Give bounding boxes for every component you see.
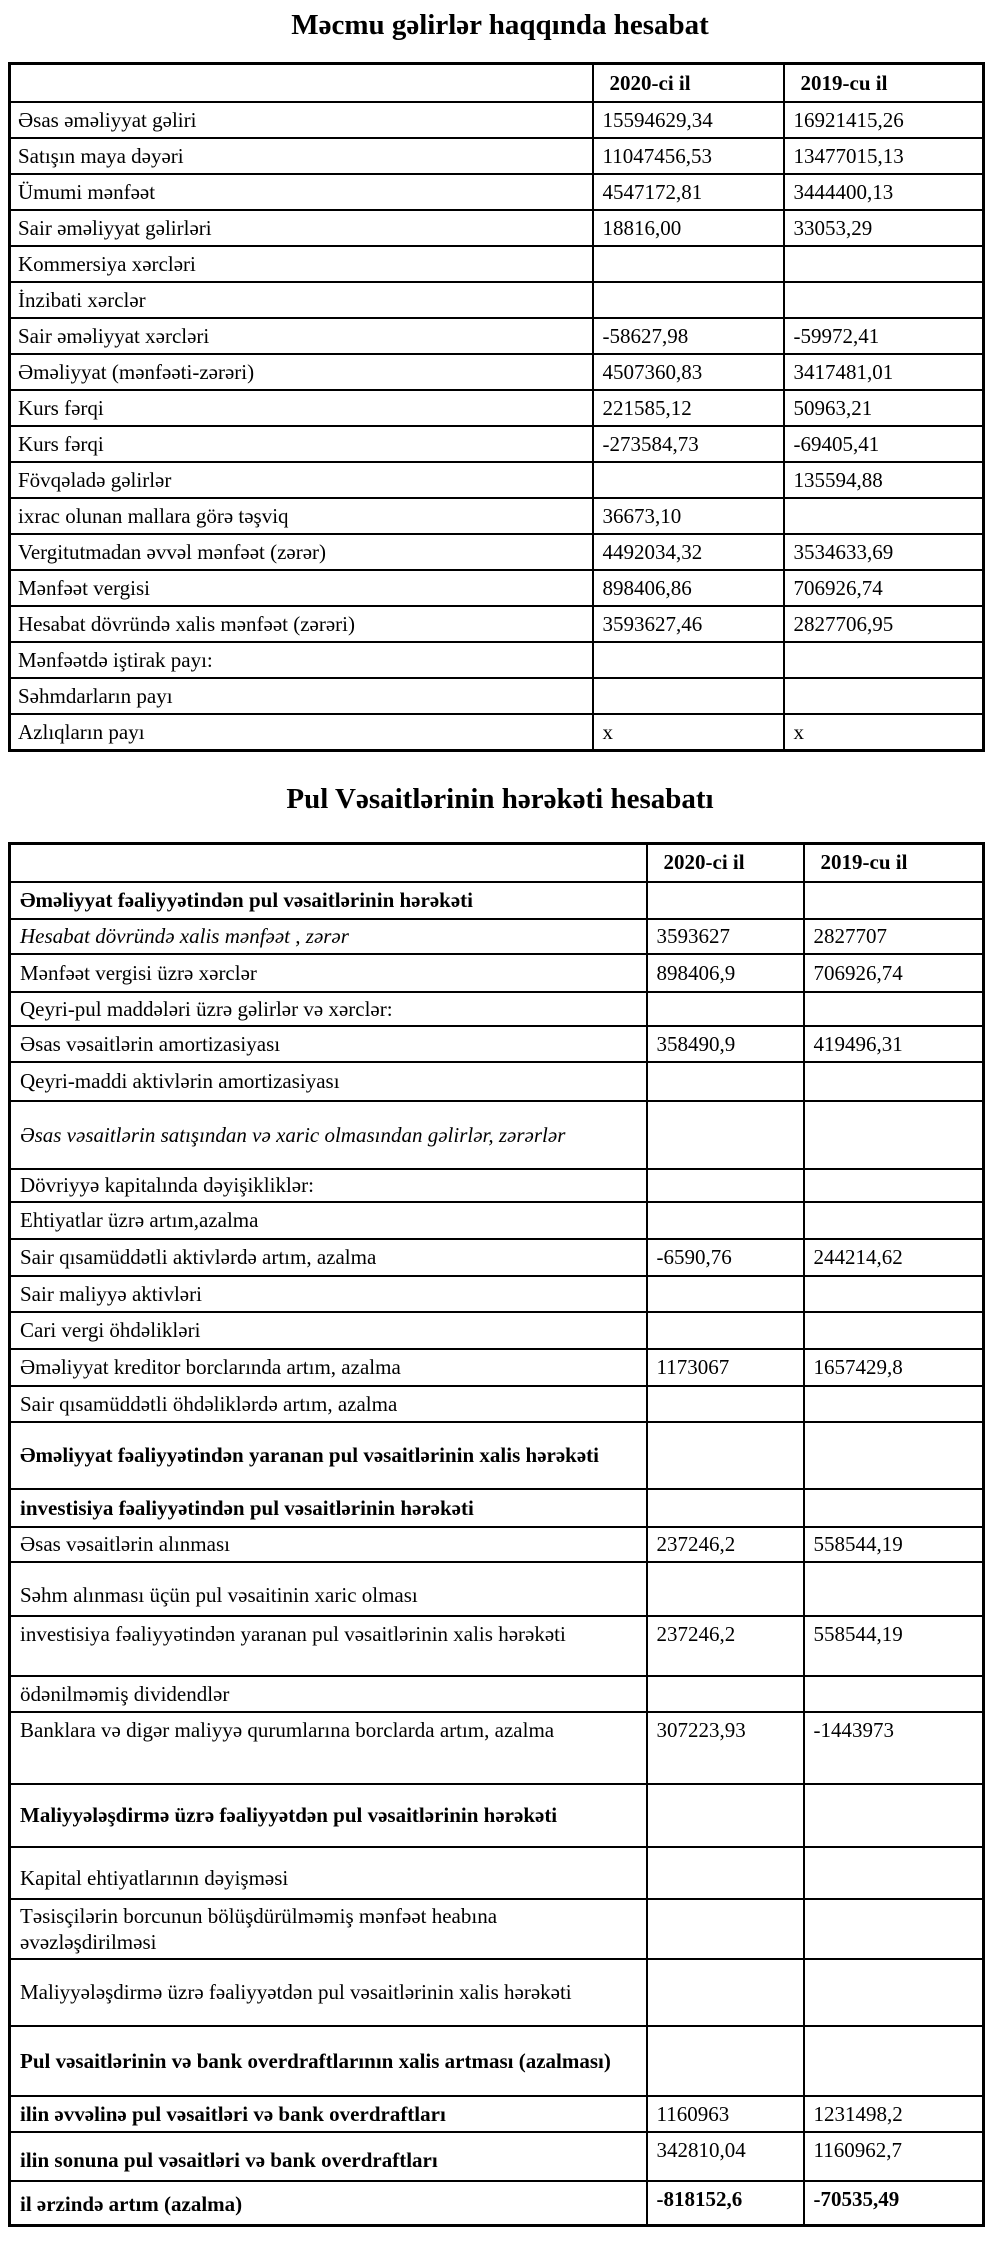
row-label: ixrac olunan mallara görə təşviq [10,498,593,534]
row-label: Sair əməliyyat xərcləri [10,318,593,354]
value-2019 [804,1489,984,1527]
income-statement-table [8,62,985,752]
row-label: Sair əməliyyat gəlirləri [10,210,593,246]
table-row [10,2026,984,2096]
row-label: Əsas vəsaitlərin alınması [10,1527,647,1562]
table-row [10,1169,984,1202]
row-label: Əməliyyat (mənfəəti-zərəri) [10,354,593,390]
value-2019 [804,1386,984,1422]
table-row [10,1026,984,1062]
value-2020 [647,1386,804,1422]
table-row [10,1202,984,1239]
value-2020 [593,642,784,678]
value-2020: 221585,12 [593,390,784,426]
row-label: Fövqəladə gəlirlər [10,462,593,498]
row-label: Mənfəət vergisi [10,570,593,606]
row-label: Qeyri-maddi aktivlərin amortizasiyası [10,1062,647,1101]
table-row [10,174,984,210]
row-label: Sair qısamüddətli öhdəliklərdə artım, azalma [10,1386,647,1422]
value-2019: 1160962,7 [804,2132,984,2181]
value-2019 [804,1422,984,1489]
row-label: Mənfəət vergisi üzrə xərclər [10,954,647,992]
value-2020 [593,462,784,498]
value-2019 [804,1312,984,1349]
table-row [10,282,984,318]
header-empty-cell [10,843,647,882]
value-2019: -1443973 [804,1712,984,1784]
value-2019: -70535,49 [804,2181,984,2226]
row-label: ilin əvvəlinə pul vəsaitləri və bank overdraftları [10,2096,647,2132]
value-2019 [804,1562,984,1616]
value-2020 [647,1847,804,1899]
value-2020: 15594629,34 [593,102,784,138]
value-2020 [647,1062,804,1101]
table-row [10,714,984,750]
value-2020 [647,882,804,919]
value-2019: 3444400,13 [784,174,984,210]
value-2020 [647,1959,804,2026]
table-row [10,919,984,954]
value-2020 [647,1169,804,1202]
value-2020: 342810,04 [647,2132,804,2181]
value-2019 [784,678,984,714]
value-2020 [647,1101,804,1169]
row-label: Azlıqların payı [10,714,593,750]
table-row [10,2181,984,2226]
income-header-row [10,64,984,103]
value-2019: -59972,41 [784,318,984,354]
table-row [10,1616,984,1676]
value-2019: 1657429,8 [804,1349,984,1386]
table-row [10,1101,984,1169]
value-2020: 3593627 [647,919,804,954]
table-row [10,390,984,426]
value-2020 [647,1784,804,1847]
value-2020 [647,992,804,1026]
row-label: il ərzində artım (azalma) [10,2181,647,2226]
header-year-2019: 2019-cu il [784,64,984,103]
row-label: İnzibati xərclər [10,282,593,318]
value-2020: -818152,6 [647,2181,804,2226]
value-2019 [804,882,984,919]
value-2019: 33053,29 [784,210,984,246]
value-2020: -273584,73 [593,426,784,462]
value-2019: 13477015,13 [784,138,984,174]
table-row [10,1489,984,1527]
value-2019 [804,1276,984,1312]
row-label: Kurs fərqi [10,390,593,426]
row-label: Səhmdarların payı [10,678,593,714]
value-2020: x [593,714,784,750]
value-2020 [647,1276,804,1312]
table-row [10,1062,984,1101]
value-2019 [784,246,984,282]
row-label: Sair maliyyə aktivləri [10,1276,647,1312]
value-2020: 1160963 [647,2096,804,2132]
header-year-2019: 2019-cu il [804,843,984,882]
cashflow-statement-title: Pul Vəsaitlərinin hərəkəti hesabatı [286,782,714,815]
cashflow-header-row [10,843,984,882]
table-row [10,534,984,570]
value-2019: 3417481,01 [784,354,984,390]
row-label: Maliyyələşdirmə üzrə fəaliyyətdən pul vəsaitlərinin hərəkəti [10,1784,647,1847]
value-2019: 419496,31 [804,1026,984,1062]
value-2020 [647,1312,804,1349]
table-row [10,102,984,138]
row-label: Mənfəətdə iştirak payı: [10,642,593,678]
row-label: Əməliyyat fəaliyyətindən yaranan pul vəsaitlərinin xalis hərəkəti [10,1422,647,1489]
value-2019: 244214,62 [804,1239,984,1276]
row-label: Pul vəsaitlərinin və bank overdraftlarının xalis artması (azalması) [10,2026,647,2096]
table-row [10,1899,984,1959]
row-label: Əsas əməliyyat gəliri [10,102,593,138]
header-year-2020: 2020-ci il [593,64,784,103]
value-2019: 2827706,95 [784,606,984,642]
row-label: ödənilməmiş dividendlər [10,1676,647,1712]
value-2019 [784,282,984,318]
table-row [10,1386,984,1422]
value-2019 [804,1847,984,1899]
table-row [10,1276,984,1312]
value-2020 [647,2026,804,2096]
value-2020: 237246,2 [647,1616,804,1676]
value-2020 [647,1202,804,1239]
table-row [10,992,984,1026]
income-table-body [10,102,984,750]
value-2020 [593,678,784,714]
value-2020 [593,282,784,318]
table-row [10,426,984,462]
value-2019 [804,1169,984,1202]
table-row [10,498,984,534]
table-row [10,954,984,992]
row-label: Ehtiyatlar üzrə artım,azalma [10,1202,647,1239]
value-2019 [804,1784,984,1847]
table-row [10,642,984,678]
value-2019: 3534633,69 [784,534,984,570]
value-2020 [647,1422,804,1489]
value-2020: 11047456,53 [593,138,784,174]
row-label: Maliyyələşdirmə üzrə fəaliyyətdən pul vəsaitlərinin xalis hərəkəti [10,1959,647,2026]
table-row [10,1784,984,1847]
value-2019: 558544,19 [804,1527,984,1562]
value-2020: 307223,93 [647,1712,804,1784]
row-label: Kurs fərqi [10,426,593,462]
row-label: Ümumi mənfəət [10,174,593,210]
table-row [10,1422,984,1489]
value-2019 [804,1676,984,1712]
row-label: Təsisçilərin borcunun bölüşdürülməmiş mənfəət heabına əvəzləşdirilməsi [10,1899,647,1959]
value-2019: 706926,74 [784,570,984,606]
table-row [10,354,984,390]
value-2020 [647,1489,804,1527]
value-2019 [784,498,984,534]
row-label: investisiya fəaliyyətindən pul vəsaitlərinin hərəkəti [10,1489,647,1527]
value-2019 [804,1101,984,1169]
table-row [10,210,984,246]
value-2020: 358490,9 [647,1026,804,1062]
row-label: Kapital ehtiyatlarının dəyişməsi [10,1847,647,1899]
row-label: Əsas vəsaitlərin amortizasiyası [10,1026,647,1062]
value-2020: 1173067 [647,1349,804,1386]
row-label: investisiya fəaliyyətindən yaranan pul vəsaitlərinin xalis hərəkəti [10,1616,647,1676]
table-row [10,1527,984,1562]
row-label: Dövriyyə kapitalında dəyişikliklər: [10,1169,647,1202]
table-row [10,1847,984,1899]
table-row [10,570,984,606]
value-2020: 4507360,83 [593,354,784,390]
value-2019: x [784,714,984,750]
value-2020: 3593627,46 [593,606,784,642]
row-label: Əsas vəsaitlərin satışından və xaric olmasından gəlirlər, zərərlər [10,1101,647,1169]
table-row [10,462,984,498]
row-label: Hesabat dövründə xalis mənfəət , zərər [10,919,647,954]
row-label: Vergitutmadan əvvəl mənfəət (zərər) [10,534,593,570]
table-row [10,1959,984,2026]
value-2020: 237246,2 [647,1527,804,1562]
table-row [10,1562,984,1616]
value-2019: 558544,19 [804,1616,984,1676]
table-row [10,1239,984,1276]
value-2019: 706926,74 [804,954,984,992]
row-label: Hesabat dövründə xalis mənfəət (zərəri) [10,606,593,642]
table-row [10,138,984,174]
value-2019: 50963,21 [784,390,984,426]
value-2019 [804,1899,984,1959]
row-label: Səhm alınması üçün pul vəsaitinin xaric olması [10,1562,647,1616]
value-2019 [804,1202,984,1239]
value-2020 [593,246,784,282]
value-2020: 36673,10 [593,498,784,534]
value-2020: 18816,00 [593,210,784,246]
value-2020: 898406,9 [647,954,804,992]
value-2019: 1231498,2 [804,2096,984,2132]
value-2020: 4547172,81 [593,174,784,210]
table-row [10,246,984,282]
value-2020: -6590,76 [647,1239,804,1276]
cashflow-table-body [10,882,984,2226]
value-2019 [804,1959,984,2026]
value-2019: 16921415,26 [784,102,984,138]
table-row [10,1349,984,1386]
table-row [10,318,984,354]
table-row [10,2096,984,2132]
row-label: Əməliyyat fəaliyyətindən pul vəsaitlərinin hərəkəti [10,882,647,919]
table-row [10,606,984,642]
value-2020: -58627,98 [593,318,784,354]
header-empty-cell [10,64,593,103]
row-label: Banklara və digər maliyyə qurumlarına borclarda artım, azalma [10,1712,647,1784]
value-2019 [784,642,984,678]
value-2019 [804,1062,984,1101]
value-2020: 4492034,32 [593,534,784,570]
income-statement-title: Məcmu gəlirlər haqqında hesabat [291,9,709,41]
value-2020: 898406,86 [593,570,784,606]
header-year-2020: 2020-ci il [647,843,804,882]
table-row [10,678,984,714]
table-row [10,882,984,919]
row-label: Qeyri-pul maddələri üzrə gəlirlər və xərclər: [10,992,647,1026]
table-row [10,1676,984,1712]
value-2019 [804,2026,984,2096]
table-row [10,1312,984,1349]
cashflow-statement-table [8,842,985,2228]
row-label: Satışın maya dəyəri [10,138,593,174]
row-label: Cari vergi öhdəlikləri [10,1312,647,1349]
value-2020 [647,1899,804,1959]
row-label: ilin sonuna pul vəsaitləri və bank overdraftları [10,2132,647,2181]
value-2019: 2827707 [804,919,984,954]
table-row [10,2132,984,2181]
value-2019 [804,992,984,1026]
value-2019: 135594,88 [784,462,984,498]
value-2019: -69405,41 [784,426,984,462]
row-label: Əməliyyat kreditor borclarında artım, azalma [10,1349,647,1386]
value-2020 [647,1676,804,1712]
row-label: Kommersiya xərcləri [10,246,593,282]
table-row [10,1712,984,1784]
row-label: Sair qısamüddətli aktivlərdə artım, azalma [10,1239,647,1276]
value-2020 [647,1562,804,1616]
